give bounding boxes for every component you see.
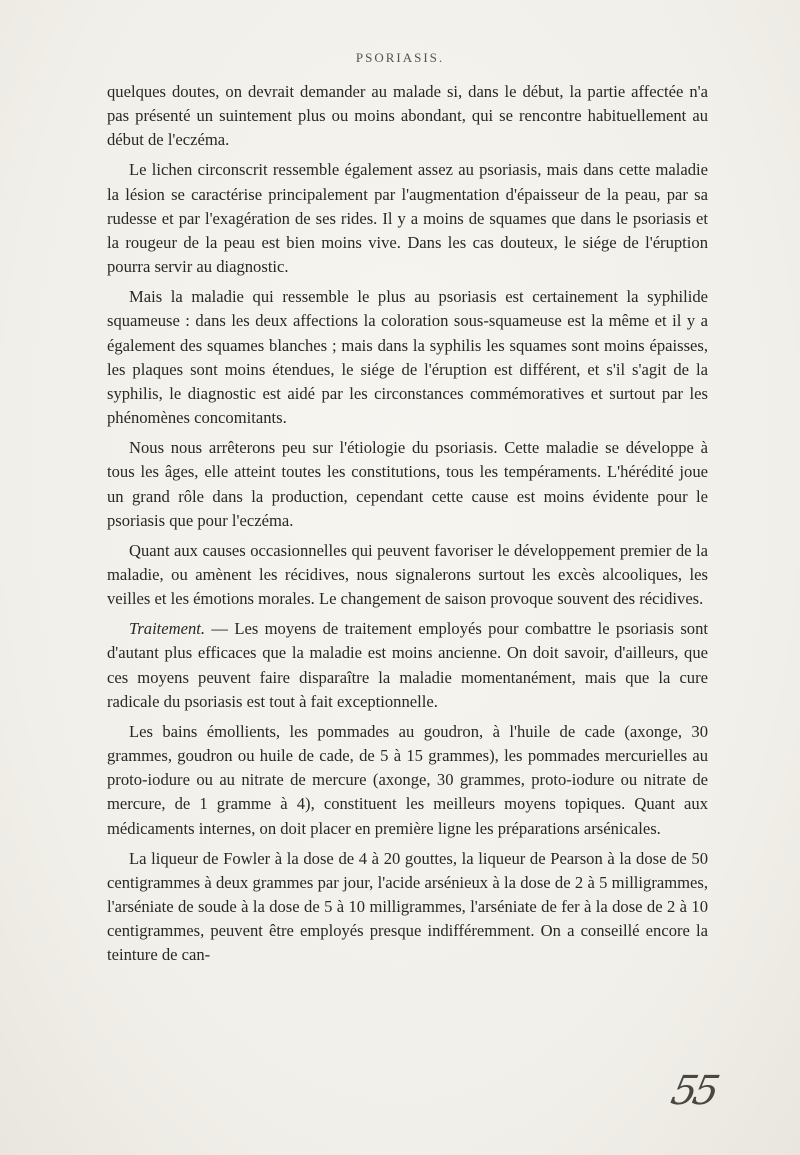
paragraph-3: Mais la maladie qui ressemble le plus au psoriasis est certainement la syphilide squameuse : dans les deux affections la coloration sous-squameuse est la même et il y a également des squames blanches ; mais dans la syphilis les squames sont moins épaisses, les plaques sont moins étendues, le siége de l'éruption est différent, et s'il s'agit de la syphilis, le diagnostic est aidé par les circonstances commémoratives et surtout par les phénomènes concomitants.: [107, 287, 708, 428]
running-head: PSORIASIS.: [355, 50, 445, 65]
section-lead-traitement: Traitement.: [129, 619, 206, 639]
paragraph-5: Quant aux causes occasionnelles qui peuvent favoriser le développement premier de la maladie, ou amènent les récidives, nous signalerons surtout les excès alcooliques, les veilles et les émotions morales. Le changement de saison provoque souvent des récidives.: [107, 540, 708, 609]
paragraph-7: Les bains émollients, les pommades au goudron, à l'huile de cade (axonge, 30 grammes, goudron ou huile de cade, de 5 à 15 grammes), les pommades mercurielles au proto-iodure ou au nitrate de mercure (axonge, 30 grammes, proto-iodure ou nitrate de mercure, de 1 gramme à 4), constituent les meilleurs moyens topiques. Quant aux médicaments internes, on doit placer en première ligne les préparations arsénicales.: [107, 721, 708, 838]
paragraph-6-text: — Les moyens de traitement employés pour combattre le psoriasis sont d'autant plus efficaces que la maladie est moins ancienne. On doit savoir, d'ailleurs, que ces moyens peuvent faire disparaître la maladie momentanément, mais que la cure radicale du psoriasis est tout à fait exceptionnelle.: [107, 619, 708, 711]
paragraph-8: La liqueur de Fowler à la dose de 4 à 20 gouttes, la liqueur de Pearson à la dose de 50 centigrammes à deux grammes par jour, l'acide arsénieux à la dose de 2 à 5 milligrammes, l'arséniate de soude à la dose de 5 à 10 milligrammes, l'arséniate de fer à la dose de 2 à 10 centigrammes, peuvent être employés presque indifféremment. On a conseillé encore la teinture de can-: [107, 848, 708, 965]
paragraph-4: Nous nous arrêterons peu sur l'étiologie du psoriasis. Cette maladie se développe à tous les âges, elle atteint toutes les constitutions, tous les tempéraments. L'hérédité joue un grand rôle dans la production, cependant cette cause est moins évidente pour le psoriasis que pour l'eczéma.: [107, 438, 708, 530]
handwritten-folio-number: 55: [667, 1068, 720, 1114]
body-text: [107, 80, 708, 973]
paragraph-2: Le lichen circonscrit ressemble également assez au psoriasis, mais dans cette maladie la lésion se caractérise principalement par l'augmentation d'épaisseur de la peau, par sa rudesse et par l'exagération de ses rides. Il y a moins de squames que dans le psoriasis et la rougeur de la peau est bien moins vive. Dans les cas douteux, le siége de l'éruption pourra servir au diagnostic.: [107, 160, 708, 277]
paragraph-1: quelques doutes, on devrait demander au malade si, dans le début, la partie affectée n'a pas présenté un suintement plus ou moins abondant, qui se rencontre habituellement au début de l'eczéma.: [107, 82, 708, 150]
paragraph-6: [107, 617, 708, 714]
